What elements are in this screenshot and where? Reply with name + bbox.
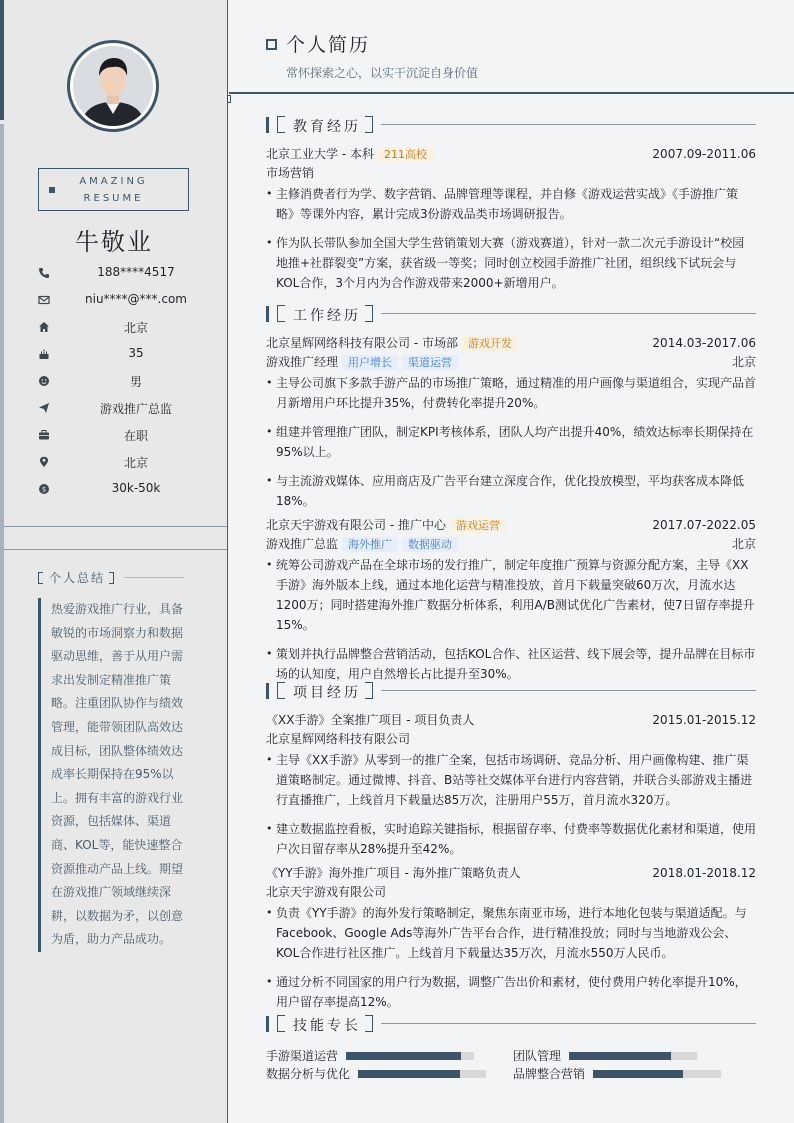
education-period: 2007.09-2011.06 bbox=[652, 147, 756, 161]
cake-icon bbox=[38, 348, 50, 360]
list-item: • 与主流游戏媒体、应用商店及广告平台建立深度合作，优化投放模型，平均获客成本降低18%。 bbox=[266, 471, 756, 511]
education-major-row bbox=[266, 164, 756, 183]
work-section bbox=[266, 305, 756, 693]
resume-badge bbox=[38, 168, 189, 211]
info-email-value: niu****@***.com bbox=[85, 292, 187, 306]
heading-bar bbox=[266, 1016, 269, 1032]
skill-bar-track bbox=[346, 1052, 474, 1060]
project-entry bbox=[266, 711, 756, 859]
list-item: • 策划并执行品牌整合营销活动，包括KOL合作、社区运营、线下展会等，提升品牌在目标市场的认知度，用户自然增长占比提升至30%。 bbox=[266, 644, 756, 684]
info-row-age bbox=[0, 343, 228, 370]
section-heading bbox=[266, 305, 756, 325]
education-row bbox=[266, 145, 756, 164]
project-header-row bbox=[266, 864, 756, 883]
phone-icon bbox=[38, 267, 50, 279]
heading-bar bbox=[266, 117, 269, 133]
briefcase-icon bbox=[38, 429, 50, 441]
send-icon bbox=[38, 402, 50, 414]
bracket-right-icon bbox=[109, 572, 114, 584]
avatar bbox=[67, 40, 159, 132]
bracket-left-icon bbox=[38, 572, 43, 584]
job-role: 游戏推广总监 bbox=[266, 537, 339, 551]
job-role-row bbox=[266, 535, 756, 554]
section-title: 技能专长 bbox=[293, 1018, 361, 1034]
title-square-icon bbox=[266, 39, 277, 50]
section-heading bbox=[266, 682, 756, 702]
skill-bar-track bbox=[593, 1070, 721, 1078]
job-role-tag: 数据驱动 bbox=[402, 537, 458, 552]
job-role-tag: 海外推广 bbox=[342, 537, 398, 552]
heading-line bbox=[381, 313, 756, 314]
job-entry bbox=[266, 516, 756, 684]
info-row-salary bbox=[0, 478, 228, 505]
skill-name: 品牌整合营销 bbox=[513, 1067, 586, 1081]
list-item: • 作为队长带队参加全国大学生营销策划大赛（游戏赛道），针对一款二次元手游设计“校园地推+社群裂变”方案，获省级一等奖；同时创立校园手游推广社团，组织线下试玩会与KOL合作，3个月内为合作游戏带来2000+新增用户。 bbox=[266, 233, 756, 293]
bracket-left-icon bbox=[277, 1015, 285, 1032]
summary-heading bbox=[38, 569, 114, 586]
bracket-right-icon bbox=[365, 305, 373, 322]
skill-name: 团队管理 bbox=[513, 1049, 562, 1063]
project-company: 北京星辉网络科技有限公司 bbox=[266, 732, 411, 746]
project-name: 《XX手游》全案推广项目 - 项目负责人 bbox=[266, 713, 475, 727]
info-row-gender bbox=[0, 370, 228, 397]
badge-line-2: RESUME bbox=[83, 193, 144, 204]
list-item: • 负责《YY手游》的海外发行策略制定，聚焦东南亚市场，进行本地化包装与渠道适配。与Facebook、Google Ads等海外广告平台合作，进行精准投放；同时与当地游戏公会、KOL合作进行社区推广。上线首月下载量达35万次，月流水550万人民币。 bbox=[266, 903, 756, 963]
list-item: • 主修消费者行为学、数字营销、品牌管理等课程，并自修《游戏运营实战》《手游推广策略》等课外内容，累计完成3份游戏品类市场调研报告。 bbox=[266, 184, 756, 224]
skill-bar-fill bbox=[358, 1070, 460, 1078]
job-company: 北京天宇游戏有限公司 - 推广中心 bbox=[266, 518, 446, 532]
badge-square-icon bbox=[49, 187, 55, 193]
skill-bar-fill bbox=[346, 1052, 461, 1060]
info-salary-value: 30k-50k bbox=[111, 481, 161, 495]
job-bullets bbox=[266, 373, 756, 511]
heading-bar bbox=[266, 683, 269, 699]
heading-line bbox=[381, 690, 756, 691]
skill-name: 手游渠道运营 bbox=[266, 1049, 339, 1063]
job-bullets bbox=[266, 555, 756, 684]
list-item: • 组建并管理推广团队，制定KPI考核体系，团队人均产出提升40%，绩效达标率长期保持在95%以上。 bbox=[266, 422, 756, 462]
info-row-phone bbox=[0, 262, 228, 289]
list-item: • 通过分析不同国家的用户行为数据，调整广告出价和素材，使付费用户转化率提升10%，用户留存率提高12%。 bbox=[266, 972, 756, 1012]
bracket-left-icon bbox=[277, 116, 285, 133]
heading-bar bbox=[266, 306, 269, 322]
education-bullets bbox=[266, 184, 756, 293]
contact-info bbox=[0, 262, 228, 505]
project-company-row bbox=[266, 883, 756, 902]
header-divider bbox=[229, 92, 794, 94]
heading-line bbox=[381, 1023, 756, 1024]
skills-section bbox=[266, 1015, 756, 1087]
school-tag: 211高校 bbox=[378, 147, 433, 162]
svg-text:$: $ bbox=[41, 485, 47, 494]
page-title bbox=[266, 30, 370, 57]
header-tick-marker bbox=[227, 95, 231, 103]
job-company: 北京星辉网络科技有限公司 - 市场部 bbox=[266, 336, 458, 350]
project-bullets bbox=[266, 903, 756, 1012]
gender-icon bbox=[38, 375, 50, 387]
job-role: 游戏推广经理 bbox=[266, 355, 339, 369]
bracket-left-icon bbox=[277, 305, 285, 322]
job-company-tag: 游戏运营 bbox=[450, 518, 506, 533]
project-header-row bbox=[266, 711, 756, 730]
location-icon bbox=[38, 456, 50, 468]
info-status-value: 在职 bbox=[123, 429, 148, 443]
candidate-name: 牛敬业 bbox=[75, 228, 153, 256]
summary-text: 热爱游戏推广行业，具备敏锐的市场洞察力和数据驱动思维，善于从用户需求出发制定精准推广策略。注重团队协作与绩效管理，能带领团队高效达成目标，团队整体绩效达成率长期保持在95%以上。拥有丰富的游戏行业资源，包括媒体、渠道商、KOL等，能快速整合资源推动产品上线。期望在游戏推广领域继续深耕，以数据为矛，以创意为盾，助力产品成功。 bbox=[38, 598, 186, 952]
sidebar-edge-accent bbox=[0, 0, 4, 120]
info-age-value: 35 bbox=[128, 346, 144, 360]
project-entry bbox=[266, 864, 756, 1012]
info-position-value: 游戏推广总监 bbox=[99, 402, 172, 416]
list-item: • 统筹公司游戏产品在全球市场的发行推广，制定年度推广预算与资源分配方案，主导《XX手游》海外版本上线，通过本地化运营与精准投放，首月下载量突破60万次，月流水达1200万；同时搭建海外推广数据分析体系，利用A/B测试优化广告素材，使7日留存率提升15%。 bbox=[266, 555, 756, 635]
avatar-photo bbox=[73, 46, 153, 126]
heading-line bbox=[381, 124, 756, 125]
job-entry bbox=[266, 334, 756, 511]
bracket-left-icon bbox=[277, 682, 285, 699]
project-company: 北京天宇游戏有限公司 bbox=[266, 885, 387, 899]
job-period: 2017.07-2022.05 bbox=[652, 518, 756, 532]
info-row-status bbox=[0, 424, 228, 451]
sidebar bbox=[0, 0, 228, 1123]
education-major: 市场营销 bbox=[266, 166, 315, 180]
skill-name: 数据分析与优化 bbox=[266, 1067, 351, 1081]
job-role-tag: 用户增长 bbox=[342, 355, 398, 370]
sidebar-divider-bottom bbox=[4, 549, 227, 550]
job-company-tag: 游戏开发 bbox=[462, 336, 518, 351]
salary-icon bbox=[38, 483, 50, 495]
job-period: 2014.03-2017.06 bbox=[652, 336, 756, 350]
info-row-position bbox=[0, 397, 228, 424]
list-item: • 建立数据监控看板，实时追踪关键指标，根据留存率、付费率等数据优化素材和渠道，使用户次日留存率从28%提升至42%。 bbox=[266, 819, 756, 859]
info-row-location bbox=[0, 451, 228, 478]
skill-bar-fill bbox=[593, 1070, 683, 1078]
skill-bar-track bbox=[358, 1070, 486, 1078]
main-content bbox=[229, 0, 794, 1123]
education-section bbox=[266, 116, 756, 302]
badge-line-1: AMAZING bbox=[79, 176, 148, 187]
info-phone-value: 188****4517 bbox=[97, 265, 175, 279]
projects-section bbox=[266, 682, 756, 1021]
bracket-right-icon bbox=[365, 1015, 373, 1032]
info-gender-value: 男 bbox=[129, 375, 142, 389]
project-name: 《YY手游》海外推广项目 - 海外推广策略负责人 bbox=[266, 866, 521, 880]
section-heading bbox=[266, 116, 756, 136]
home-icon bbox=[38, 321, 50, 333]
list-item: • 主导《XX手游》从零到一的推广全案，包括市场调研、竞品分析、用户画像构建、推广渠道策略制定。通过微博、抖音、B站等社交媒体平台进行内容营销，并联合头部游戏主播进行直播推广，上线首月下载量达85万次，注册用户55万，首月流水320万。 bbox=[266, 750, 756, 810]
job-role-row bbox=[266, 353, 756, 372]
bracket-right-icon bbox=[365, 682, 373, 699]
job-header-row bbox=[266, 334, 756, 353]
job-role-tag: 渠道运营 bbox=[402, 355, 458, 370]
project-period: 2015.01-2015.12 bbox=[652, 713, 756, 727]
project-period: 2018.01-2018.12 bbox=[652, 866, 756, 880]
info-row-home bbox=[0, 316, 228, 343]
skills-grid bbox=[266, 1047, 756, 1087]
job-header-row bbox=[266, 516, 756, 535]
bracket-right-icon bbox=[365, 116, 373, 133]
info-row-email bbox=[0, 289, 228, 316]
info-home-value: 北京 bbox=[123, 321, 148, 335]
page-title-text: 个人简历 bbox=[286, 34, 371, 56]
section-title: 项目经历 bbox=[293, 685, 361, 701]
summary-heading-text: 个人总结 bbox=[49, 571, 106, 585]
skill-bar-fill bbox=[569, 1052, 671, 1060]
list-item: • 主导公司旗下多款手游产品的市场推广策略，通过精准的用户画像与渠道组合，实现产品首月新增用户环比提升35%，付费转化率提升20%。 bbox=[266, 373, 756, 413]
page-subtitle: 常怀探索之心，以实干沉淀自身价值 bbox=[286, 66, 479, 80]
sidebar-divider-top bbox=[4, 526, 227, 527]
info-location-value: 北京 bbox=[123, 456, 148, 470]
section-title: 教育经历 bbox=[293, 119, 361, 135]
project-company-row bbox=[266, 730, 756, 749]
job-city: 北京 bbox=[731, 355, 756, 369]
summary-heading-line bbox=[124, 577, 184, 578]
school-name: 北京工业大学 - 本科 bbox=[266, 147, 374, 161]
project-bullets bbox=[266, 750, 756, 859]
skill-bar-track bbox=[569, 1052, 697, 1060]
job-city: 北京 bbox=[731, 537, 756, 551]
section-heading bbox=[266, 1015, 756, 1035]
mail-icon bbox=[38, 294, 50, 306]
section-title: 工作经历 bbox=[293, 308, 361, 324]
